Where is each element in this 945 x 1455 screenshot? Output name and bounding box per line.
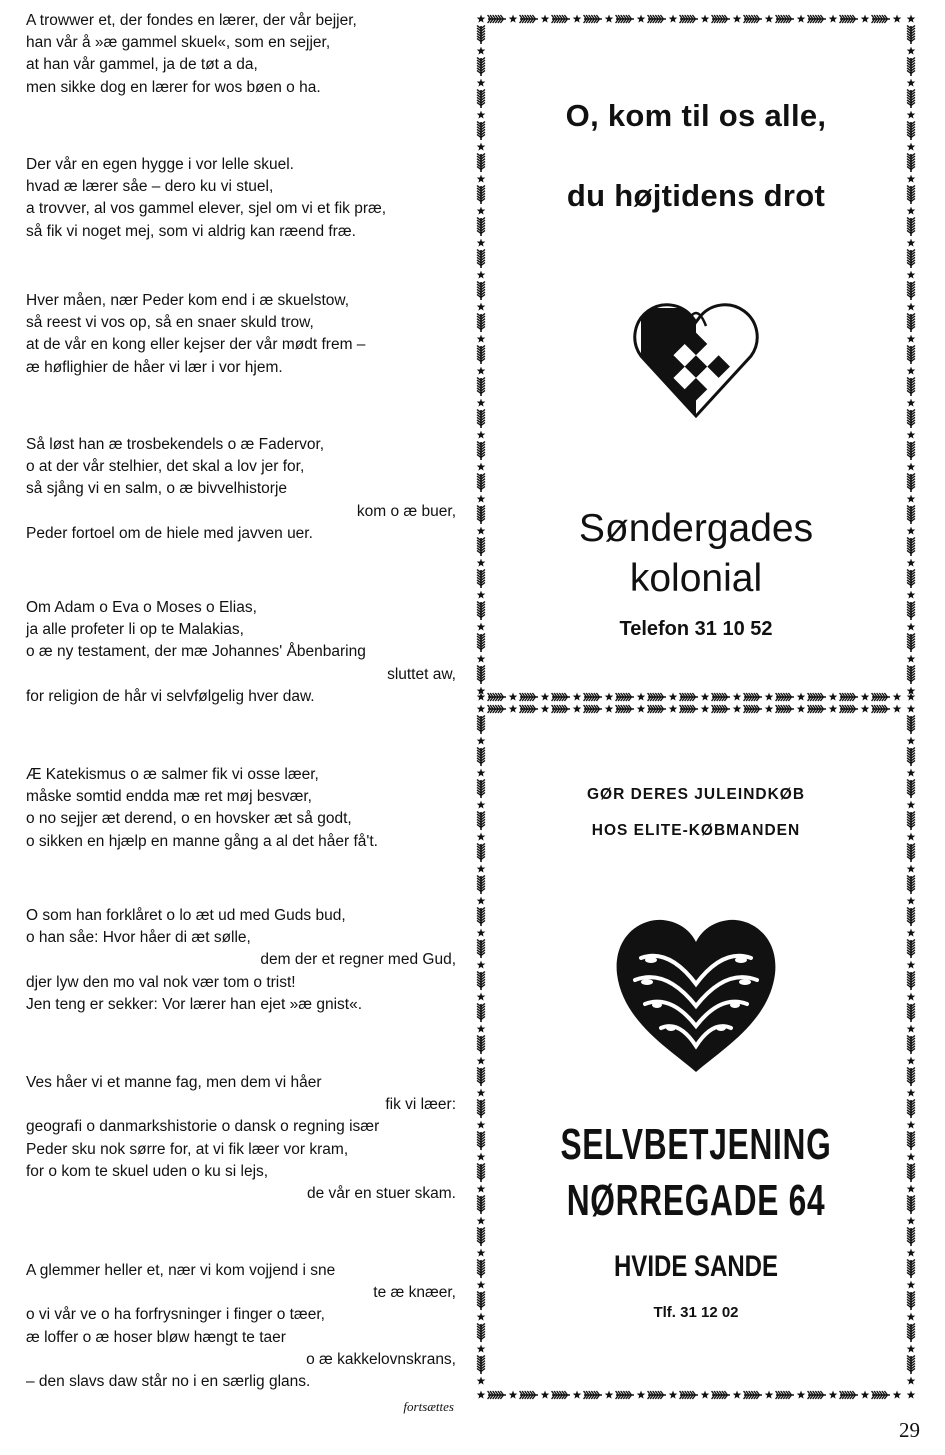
poem-line: at han vår gammel, ja de tøt a da, bbox=[26, 56, 258, 74]
poem-line: o vi vår ve o ha forfrysninger i finger o tæer, bbox=[26, 1306, 325, 1324]
poem-line: O som han forklåret o lo æt ud med Guds bud, bbox=[26, 907, 346, 924]
poem-line: men sikke dog en lærer for wos bøen o ha. bbox=[26, 78, 321, 96]
address: NØRREGADE 64 bbox=[566, 1176, 826, 1225]
shop-name-line-2: kolonial bbox=[629, 557, 763, 600]
stanza-8 bbox=[26, 1072, 456, 1205]
poem-line: så fik vi noget mej, som vi aldrig kan ræend fræ. bbox=[26, 222, 356, 240]
poem-line: Om Adam o Eva o Moses o Elias, bbox=[26, 599, 257, 616]
stanza-6 bbox=[26, 764, 456, 853]
poem-line: ja alle profeter li op te Malakias, bbox=[26, 621, 244, 639]
poem-line: Ves håer vi et manne fag, men dem vi håer bbox=[26, 1074, 322, 1091]
poem-line: måske somtid endda mæ ret møj besvær, bbox=[26, 788, 312, 806]
selvbetjening-title: SELVBETJENING bbox=[560, 1120, 832, 1169]
poem-line: for religion de hår vi selvfølgelig hver daw. bbox=[26, 687, 315, 705]
poem-line: Så løst han æ trosbekendels o æ Fadervor, bbox=[26, 436, 325, 453]
shop-phone: Telefon 31 10 52 bbox=[619, 618, 773, 640]
page-number: 29 bbox=[899, 1418, 920, 1442]
ad-line-1: GØR DERES JULEINDKØB bbox=[586, 786, 806, 803]
poem-line: Peder fortoel om de hiele med javven uer. bbox=[26, 524, 313, 542]
stanza-2 bbox=[26, 154, 456, 243]
shop-name-line-1: Søndergades bbox=[578, 507, 814, 550]
poem-line: A trowwer et, der fondes en lærer, der vår bejjer, bbox=[26, 12, 357, 29]
poem-line: de vår en stuer skam. bbox=[306, 1185, 456, 1203]
poem-line: a trovver, al vos gammel elever, sjel om vi et fik præ, bbox=[26, 200, 387, 218]
braided-heart-icon bbox=[633, 298, 759, 418]
stanza-9 bbox=[26, 1260, 456, 1393]
poem-line: Peder sku nok sørre for, at vi fik læer vor kram, bbox=[26, 1140, 349, 1158]
poem-line: – den slavs daw står no i en særlig glans. bbox=[26, 1373, 311, 1391]
poem-line: kom o æ buer, bbox=[356, 502, 456, 520]
town: HVIDE SANDE bbox=[613, 1250, 779, 1283]
poem-line: sluttet aw, bbox=[387, 665, 456, 683]
poem-line: geografi o danmarkshistorie o dansk o regning især bbox=[26, 1118, 380, 1136]
poem-line: æ loffer o æ hoser bløw hængt te taer bbox=[26, 1328, 286, 1346]
stanza-4 bbox=[26, 434, 456, 545]
poem-line: så reest vi vos op, så en snaer skuld trow, bbox=[26, 314, 314, 332]
poem-line: for o kom te skuel uden o ku si lejs, bbox=[26, 1162, 269, 1180]
stanza-7 bbox=[26, 905, 456, 1016]
poem-line: o æ ny testament, der mæ Johannes' Åbenbaring bbox=[26, 643, 366, 661]
ad-line-2: HOS ELITE-KØBMANDEN bbox=[591, 822, 801, 839]
poem-line: te æ knæer, bbox=[373, 1284, 456, 1302]
poem-line: Hver måen, nær Peder kom end i æ skuelstow, bbox=[26, 292, 350, 309]
poem-line: æ høflighier de håer vi lær i vor hjem. bbox=[26, 358, 283, 376]
advertisement-elite-kobmanden bbox=[488, 716, 904, 1388]
poem-line: han vår å »æ gammel skuel«, som en sejjer, bbox=[26, 34, 331, 52]
poem-line: hvad æ lærer såe – dero ku vi stuel, bbox=[26, 178, 274, 196]
poem-line: dem der et regner med Gud, bbox=[260, 951, 456, 969]
stanza-3 bbox=[26, 290, 456, 379]
poem-line: o sikken en hjælp en manne gång a al det håer få't. bbox=[26, 832, 378, 850]
stanza-1 bbox=[26, 10, 456, 99]
continued-note: fortsættes bbox=[403, 1399, 454, 1414]
poem-line: o at der vår stelhier, det skal a lov jer for, bbox=[26, 458, 305, 476]
poem-line: fik vi læer: bbox=[385, 1096, 456, 1114]
advertisement-sondergades bbox=[488, 26, 904, 690]
poem-line: o no sejjer æt derend, o en hovsker æt så godt, bbox=[26, 810, 352, 828]
slogan-line-2: du højtidens drot bbox=[566, 178, 826, 213]
stanza-5 bbox=[26, 597, 456, 708]
poem-line: A glemmer heller et, nær vi kom vojjend i sne bbox=[26, 1262, 336, 1279]
poem-line: Der vår en egen hygge i vor lelle skuel. bbox=[26, 156, 294, 173]
poem-line: djer lyw den mo val nok vær tom o trist! bbox=[26, 973, 296, 991]
slogan-line-1: O, kom til os alle, bbox=[565, 98, 827, 133]
poem-line: så sjång vi en salm, o æ bivvelhistorje bbox=[26, 480, 288, 498]
wavy-heart-icon bbox=[611, 912, 781, 1077]
poem-line: Æ Katekismus o æ salmer fik vi osse læer, bbox=[26, 766, 319, 783]
poem-line: o æ kakkelovnskrans, bbox=[306, 1350, 456, 1368]
ad2-phone: Tlf. 31 12 02 bbox=[653, 1304, 739, 1321]
poem-line: o han såe: Hvor håer di æt sølle, bbox=[26, 929, 251, 947]
poem-line: at de vår en kong eller kejser der vår mødt frem – bbox=[26, 336, 366, 354]
poem-line: Jen teng er sekker: Vor lærer han ejet »æ gnist«. bbox=[26, 995, 363, 1013]
